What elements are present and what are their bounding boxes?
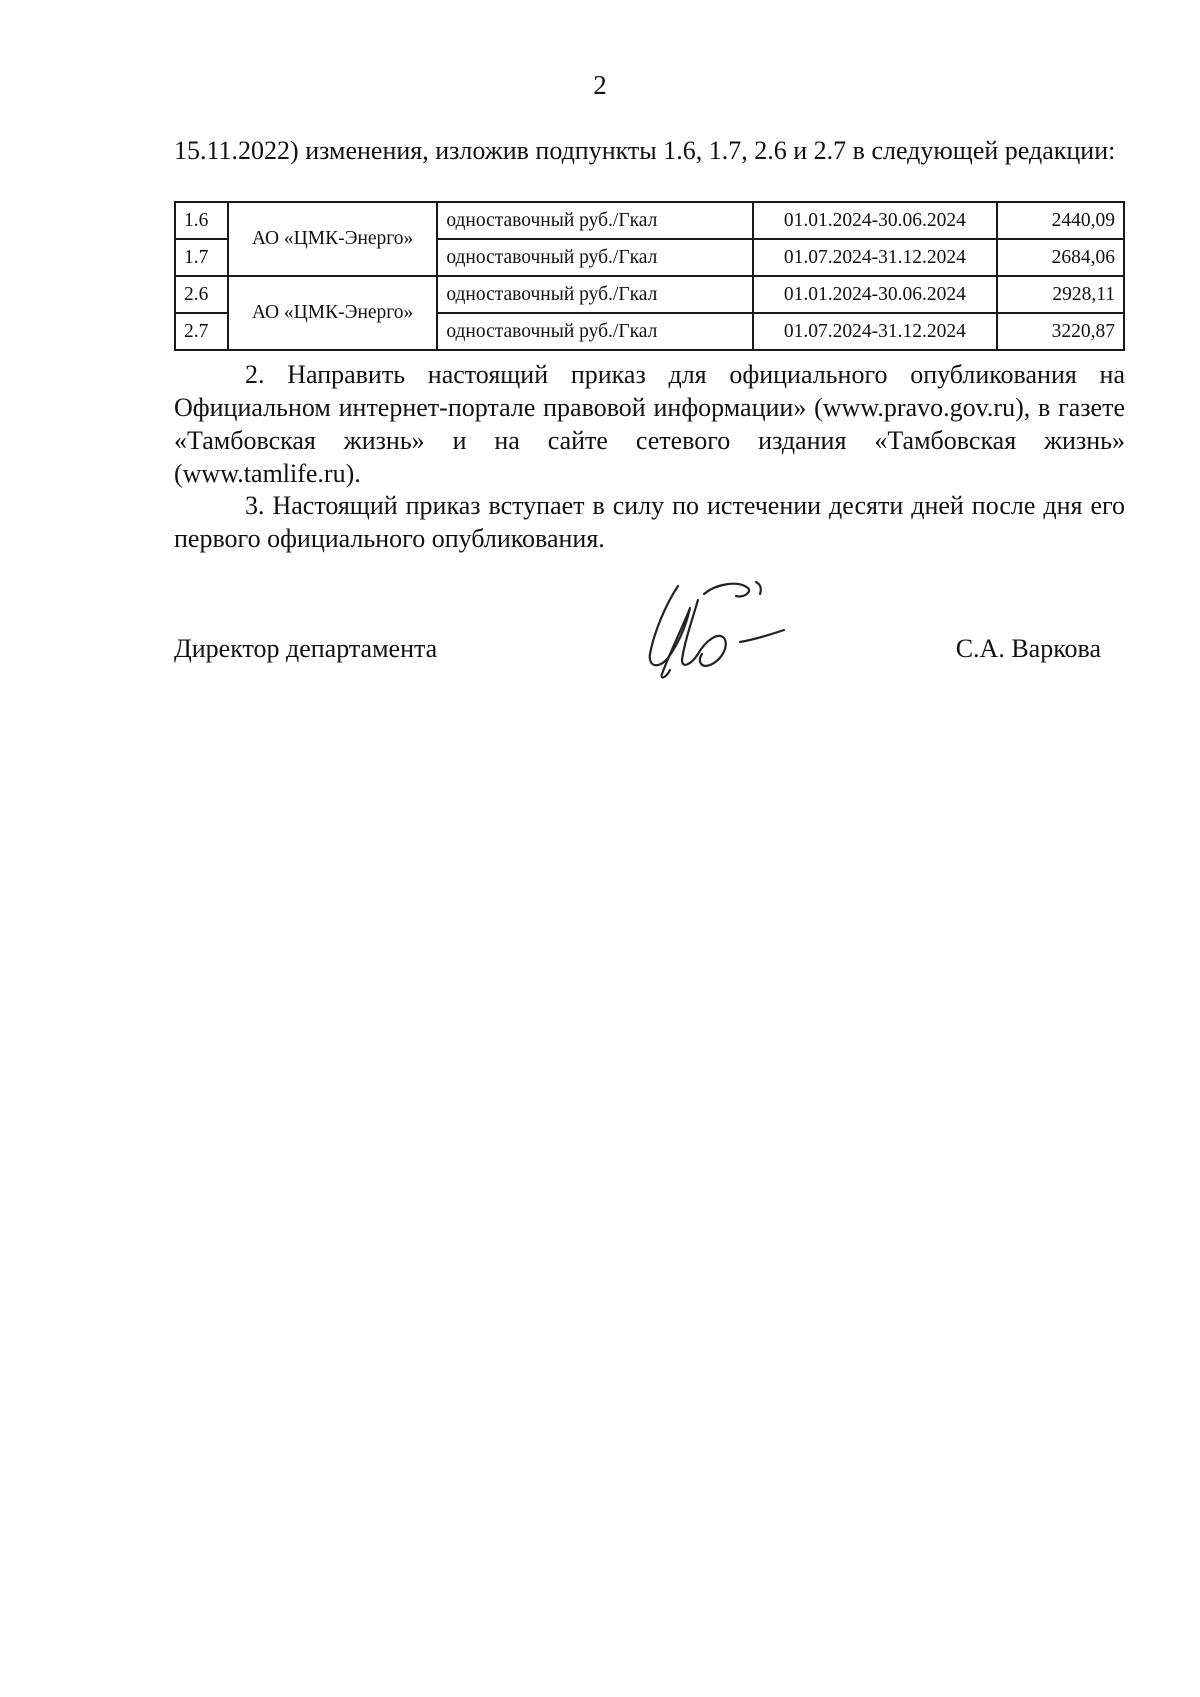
period-cell: 01.07.2024-31.12.2024 xyxy=(753,239,996,276)
value-cell: 2440,09 xyxy=(997,202,1124,239)
table-row xyxy=(175,276,1124,313)
value-cell: 2684,06 xyxy=(997,239,1124,276)
organization-cell: АО «ЦМК-Энерго» xyxy=(228,276,437,350)
tariff-type-cell: одноставочный руб./Гкал xyxy=(437,202,753,239)
row-number: 1.6 xyxy=(175,202,228,239)
paragraph-effective-date: 3. Настоящий приказ вступает в силу по истечении десяти дней после дня его первого официального опубликования. xyxy=(174,491,1125,553)
intro-text: 15.11.2022) изменения, изложив подпункты 1.6, 1.7, 2.6 и 2.7 в следующей редакции: xyxy=(174,136,1116,165)
signatory-title: Директор департамента xyxy=(174,634,438,663)
tariff-type-cell: одноставочный руб./Гкал xyxy=(437,313,753,350)
handwritten-signature xyxy=(640,574,800,684)
row-number: 2.7 xyxy=(175,313,228,350)
value-cell: 3220,87 xyxy=(997,313,1124,350)
organization-cell: АО «ЦМК-Энерго» xyxy=(228,202,437,276)
value-cell: 2928,11 xyxy=(997,276,1124,313)
tariff-table xyxy=(174,201,1125,351)
row-number: 1.7 xyxy=(175,239,228,276)
signatory-name: С.А. Варкова xyxy=(955,634,1101,663)
paragraph-publication: 2. Направить настоящий приказ для официального опубликования на Официальном интернет-портале правовой информации» (www.pravo.gov.ru), в газете «Тамбовская жизнь» и на сайте сетевого издания «Тамбовская жизнь» (www.tamlife.ru). xyxy=(174,360,1125,488)
row-number: 2.6 xyxy=(175,276,228,313)
period-cell: 01.01.2024-30.06.2024 xyxy=(753,276,996,313)
tariff-type-cell: одноставочный руб./Гкал xyxy=(437,239,753,276)
period-cell: 01.07.2024-31.12.2024 xyxy=(753,313,996,350)
tariff-type-cell: одноставочный руб./Гкал xyxy=(437,276,753,313)
page-number: 2 xyxy=(593,70,607,100)
period-cell: 01.01.2024-30.06.2024 xyxy=(753,202,996,239)
table-row xyxy=(175,202,1124,239)
